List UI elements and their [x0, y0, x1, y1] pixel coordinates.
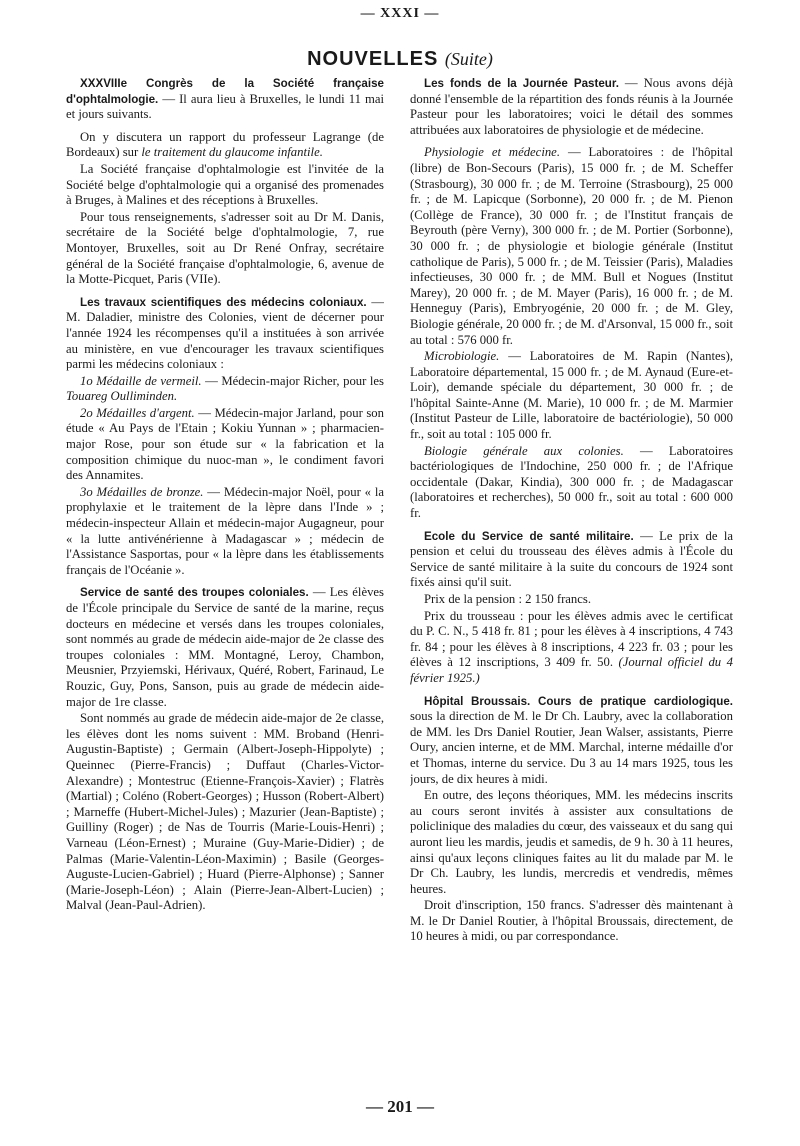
- travaux-paragraph: [66, 295, 384, 373]
- service-sante-text: — Les élèves de l'École principale du Service de santé de la marine, reçus docteurs en médecine et versés dans les troupes coloniales, sont nommés au grade de médecin aide-major de 2e classe des troupes coloniales : MM. Montagné, Leroy, Chambon, Meusnier, Przyiemski, Hérivaux, Quéré, Robert, Farinaud, Le Rouzic, Guy, Pons, Sanson, puis au grade de médecin aide-major de 1re classe.: [66, 585, 384, 709]
- fonds-text: — Nous avons déjà donné l'ensemble de la répartition des fonds réunis à la Journée Pasteur pour les laboratoires; voici le détail des sommes attribuées aux laboratoires de physiologie et de médecine.: [410, 76, 733, 137]
- ophtalmologie-intro: — Il aura lieu à Bruxelles, le lundi 11 mai et jours suivants.: [66, 91, 384, 122]
- medaille-vermeil-label: 1o Médaille de vermeil.: [80, 373, 202, 388]
- travaux-heading: Les travaux scientifiques des médecins coloniaux.: [80, 295, 367, 309]
- medaille-vermeil-text: — Médecin-major Richer, pour les: [205, 373, 384, 388]
- page-number: — 201 —: [366, 1097, 434, 1116]
- right-column: [410, 76, 733, 1086]
- microbiologie-paragraph: [410, 349, 733, 443]
- physiologie-paragraph: [410, 145, 733, 348]
- roman-page-marker: — XXXI —: [360, 6, 440, 21]
- rapport-italic: le traitement du glaucome infantile.: [141, 145, 323, 160]
- title-suffix: (Suite): [444, 49, 493, 69]
- left-column: [66, 76, 384, 1086]
- lecons-paragraph: En outre, des leçons théoriques, MM. les médecins inscrits au cours seront invités à assister aux consultations de policlinique des maladies du cœur, des vaisseaux et du sang qui auront lieu les mardis, jeudis et samedis, de 9 h. 30 à 11 heures, ainsi qu'aux leçons cliniques faites au lit du malade par M. le Dr Ch. Laubry, les lundis, mercredis et vendredis, mêmes heures.: [410, 788, 733, 896]
- journal-source: (Journal officiel du 4 février 1925.): [410, 655, 733, 685]
- medailles-argent-text: — Médecin-major Jarland, pour son étude « Au Pays de l'Etain ; Kokiu Yunnan » ; pharmacien-major Rose, pour son étude sur « la fabrication et la composition chimique du nuoc-man », le condiment favori des Annamites.: [66, 405, 384, 483]
- trousseau-paragraph: [410, 609, 733, 687]
- service-sante-heading: Service de santé des troupes coloniales.: [80, 586, 309, 600]
- physiologie-label: Physiologie et médecine.: [424, 145, 560, 160]
- physiologie-text: — Laboratoires : de l'hôpital (libre) de Bon-Secours (Paris), 15 000 fr. ; de M. Scheffer (Strasbourg), 30 000 fr. ; de M. Terroine (Strasbourg), 25 000 fr. ; de M. Lapicque (Sorbonne), 20 000 fr. ; de M. Pienon (Collège de France), 30 000 fr. ; de l'Institut français de Beyrouth (père Verny), 300 000 fr. ; de M. Portier (Sorbonne), 30 000 fr. ; de physiologie et biologie générale (Institut catholique de Paris), 5 000 fr. ; de M. Teissier (Paris), Maladies infectieuses, 30 000 fr. ; de MM. Bull et Nogues (Institut Marey), 20 000 fr. ; de M. Mayer (Paris), 16 000 fr. ; de M. Henneguy (Paris), Embryogénie, 20 000 fr. ; de M. Gley, Biologie générale, 20 000 fr. ; de M. d'Arsonval, 15 000 fr., soit au total : 576 000 fr.: [410, 145, 733, 347]
- ecole-paragraph: [410, 529, 733, 591]
- title-main: NOUVELLES: [307, 48, 439, 70]
- fonds-heading: Les fonds de la Journée Pasteur.: [424, 77, 619, 90]
- ecole-text: — Le prix de la pension et celui du trousseau des élèves admis à l'École du Service de santé militaire à la suite du concours de 1924 sont fixés ainsi qu'il suit.: [410, 528, 733, 590]
- medailles-bronze-text: — Médecin-major Noël, pour « la prophylaxie et le traitement de la lèpre dans l'Inde » ; médecin-inspecteur Allain et médecin-major Augagneur, pour « la lutte antivénérienne à Madagascar » ; médecin de l'Assistance Sasportas, pour « la lèpre dans les établissements français de l'Océanie ».: [66, 484, 384, 577]
- microbiologie-text: — Laboratoires de M. Rapin (Nantes), Laboratoire départemental, 15 000 fr. ; de M. Aynaud (Eure-et-Loir), demande spéciale du département, 30 000 fr. ; de l'hôpital Sainte-Anne (M. Marie), 10 000 fr. ; de M. Marmier (Institut Pasteur de Lille, laboratoire de bactériologie), 50 000 fr., soit au total : 105 000 fr.: [410, 349, 733, 442]
- travaux-text: — M. Daladier, ministre des Colonies, vient de décerner pour l'année 1924 les récompenses qu'il a instituées à son arrivée au ministère, en vue d'encourager les travaux scientifiques parmi les médecins coloniaux :: [66, 294, 384, 372]
- biologie-text: — Laboratoires bactériologiques de l'Indochine, 250 000 fr. ; de l'Afrique occidentale (Dakar, Kindia), 300 000 fr. ; de Madagascar (laboratoires et recherches), 50 000 fr., soit au total : 600 000 fr.: [410, 443, 733, 521]
- page-title: [0, 48, 800, 70]
- pension-paragraph: Prix de la pension : 2 150 francs.: [424, 592, 592, 606]
- rapport-paragraph: [66, 130, 384, 161]
- service-sante-paragraph: [66, 585, 384, 710]
- biologie-paragraph: [410, 444, 733, 522]
- ophtalmologie-heading: XXXVIIIe Congrès de la Société française d'ophtalmologie.: [66, 77, 384, 106]
- medailles-argent-label: 2o Médailles d'argent.: [80, 405, 195, 420]
- medaille-vermeil-work: Touareg Oulliminden.: [66, 389, 178, 404]
- broussais-text: sous la direction de M. le Dr Ch. Laubry, avec la collaboration de MM. les Drs Daniel Routier, Jean Walser, assistants, Pierre Oury, ancien interne, et de MM. Marchal, interne médaille d'or et Thomas, interne du service. Du 3 au 14 mars 1925, tous les jours, de dix heures à midi.: [410, 709, 733, 786]
- trousseau-text: Prix du trousseau : pour les élèves admis avec le certificat du P. C. N., 5 418 fr. 81 ; pour les élèves à 4 inscriptions, 4 743 fr. 84 ; pour les élèves à 8 inscriptions, 4 223 fr. 03 ; pour les élèves à 12 inscriptions, 3 409 fr. 50.: [410, 608, 733, 670]
- medailles-bronze-label: 3o Médailles de bronze.: [80, 484, 204, 499]
- nominations-paragraph: Sont nommés au grade de médecin aide-major de 2e classe, les élèves dont les noms suivent : MM. Broband (Henri-Augustin-Baptiste) ; Germain (Albert-Joseph-Hippolyte) ; Queinnec (Pierre-Francis) ; Duffaut (Charles-Victor-Alexandre) ; Montestruc (Etienne-François-Xavier) ; Flatrès (Martial) ; Coléno (Robert-Georges) ; Husson (Robert-Albert) ; Marneffe (Hubert-Michel-Jules) ; Mazurier (Jean-Baptiste) ; Guilliny (Roger) ; de Nas de Tourris (Marie-Louis-Henri) ; Varneau (Léon-Ernest) ; Muraine (Guy-Marie-Didier) ; de Palmas (Marie-Valentin-Léon-Maximin) ; Basile (Georges-Auguste-Lucien-Gabriel) ; Huard (Pierre-Alphonse) ; Sanner (Marie-Joseph-Léon) ; Alain (Pierre-Jean-Albert-Lucien) ; Malval (Jean-Paul-Adrien).: [66, 711, 384, 913]
- medaille-vermeil-paragraph: [66, 374, 384, 405]
- invite-paragraph: La Société française d'ophtalmologie est l'invitée de la Société belge d'ophtalmologie qui a organisé des promenades à Bruges, à Malines et des réceptions à Bruxelles.: [66, 161, 384, 208]
- broussais-heading: Hôpital Broussais. Cours de pratique cardiologique.: [424, 694, 733, 708]
- ecole-heading: Ecole du Service de santé militaire.: [424, 529, 634, 543]
- biologie-label: Biologie générale aux colonies.: [424, 443, 624, 458]
- inscription-paragraph: Droit d'inscription, 150 francs. S'adresser dès maintenant à M. le Dr Daniel Routier, à l'hôpital Broussais, directement, de 10 heures à midi, ou par correspondance.: [410, 898, 733, 944]
- ophtalmologie-paragraph: [66, 76, 384, 123]
- fonds-paragraph: [410, 76, 733, 138]
- broussais-paragraph: [410, 694, 733, 788]
- rapport-text: On y discutera un rapport du professeur Lagrange (de Bordeaux) sur: [66, 129, 384, 160]
- medailles-bronze-paragraph: [66, 485, 384, 579]
- renseignements-paragraph: Pour tous renseignements, s'adresser soit au Dr M. Danis, secrétaire de la Société belge d'ophtalmologie, 7, rue Montoyer, Bruxelles, soit au Dr René Onfray, secrétaire général de la Société française d'ophtalmologie, 6, avenue de la Motte-Picquet, Paris (VIIe).: [66, 209, 384, 287]
- microbiologie-label: Microbiologie.: [424, 349, 500, 364]
- medailles-argent-paragraph: [66, 406, 384, 484]
